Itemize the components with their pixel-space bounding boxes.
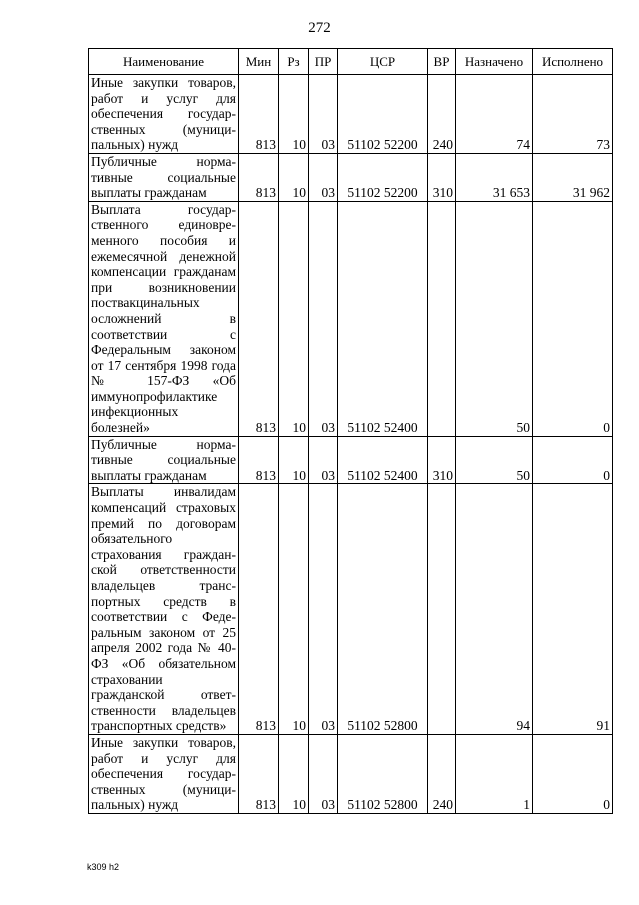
row-assigned-cell: 94 — [456, 484, 533, 735]
row-name-cell: Публичные нормативные социальные выплаты гражданам — [89, 153, 239, 201]
row-pr-cell: 03 — [309, 153, 338, 201]
row-rz-cell: 10 — [279, 734, 309, 813]
row-executed-cell: 0 — [533, 436, 613, 484]
table-row — [89, 153, 613, 201]
row-csr-cell: 51102 52400 — [338, 436, 428, 484]
row-pr-cell: 03 — [309, 734, 338, 813]
row-vr-cell — [428, 201, 456, 436]
column-header-vr: ВР — [428, 49, 456, 75]
row-pr-cell: 03 — [309, 484, 338, 735]
row-assigned-cell: 50 — [456, 201, 533, 436]
row-rz-cell: 10 — [279, 153, 309, 201]
row-rz-cell: 10 — [279, 436, 309, 484]
row-min-cell: 813 — [239, 201, 279, 436]
table-row — [89, 436, 613, 484]
column-header-assigned: Назначено — [456, 49, 533, 75]
row-csr-cell: 51102 52200 — [338, 75, 428, 154]
row-csr-cell: 51102 52400 — [338, 201, 428, 436]
table-row — [89, 734, 613, 813]
row-name-cell: Выплаты инвалидам компенсаций страховых премий по договорам обязательного страхования гражданской ответственности владельцев транспортных средств в соответствии с Федеральным законом от 25 апреля 2002 года № 40-ФЗ «Об обязательном страховании гражданской ответственности владельцев транспортных средств» — [89, 484, 239, 735]
row-pr-cell: 03 — [309, 75, 338, 154]
row-executed-cell: 0 — [533, 734, 613, 813]
row-min-cell: 813 — [239, 734, 279, 813]
row-rz-cell: 10 — [279, 75, 309, 154]
row-name-cell: Иные закупки товаров, работ и услуг для обеспечения государственных (муниципальных) нужд — [89, 734, 239, 813]
column-header-pr: ПР — [309, 49, 338, 75]
column-header-csr: ЦСР — [338, 49, 428, 75]
column-header-rz: Рз — [279, 49, 309, 75]
row-pr-cell: 03 — [309, 201, 338, 436]
row-executed-cell: 91 — [533, 484, 613, 735]
row-vr-cell: 240 — [428, 734, 456, 813]
row-assigned-cell: 1 — [456, 734, 533, 813]
row-min-cell: 813 — [239, 484, 279, 735]
row-csr-cell: 51102 52800 — [338, 734, 428, 813]
column-header-name: Наименование — [89, 49, 239, 75]
row-min-cell: 813 — [239, 75, 279, 154]
column-header-min: Мин — [239, 49, 279, 75]
row-rz-cell: 10 — [279, 201, 309, 436]
row-vr-cell: 310 — [428, 436, 456, 484]
table-row — [89, 484, 613, 735]
row-vr-cell: 240 — [428, 75, 456, 154]
row-name-cell: Иные закупки товаров, работ и услуг для обеспечения государственных (муниципальных) нужд — [89, 75, 239, 154]
budget-table — [88, 48, 613, 814]
table-header-row — [89, 49, 613, 75]
row-vr-cell — [428, 484, 456, 735]
table-row — [89, 75, 613, 154]
column-header-executed: Исполнено — [533, 49, 613, 75]
row-rz-cell: 10 — [279, 484, 309, 735]
row-min-cell: 813 — [239, 153, 279, 201]
row-name-cell: Публичные нормативные социальные выплаты гражданам — [89, 436, 239, 484]
row-executed-cell: 31 962 — [533, 153, 613, 201]
row-assigned-cell: 50 — [456, 436, 533, 484]
row-name-cell: Выплата государственного единовременного пособия и ежемесячной денежной компенсации гражданам при возникновении поствакцинальных осложнений в соответствии с Федеральным законом от 17 сентября 1998 года № 157-ФЗ «Об иммунопрофилактике инфекционных болезней» — [89, 201, 239, 436]
row-executed-cell: 0 — [533, 201, 613, 436]
row-min-cell: 813 — [239, 436, 279, 484]
row-csr-cell: 51102 52800 — [338, 484, 428, 735]
row-csr-cell: 51102 52200 — [338, 153, 428, 201]
footer-code: k309 h2 — [87, 862, 120, 872]
page-number: 272 — [308, 20, 331, 36]
row-vr-cell: 310 — [428, 153, 456, 201]
row-assigned-cell: 31 653 — [456, 153, 533, 201]
table-row — [89, 201, 613, 436]
row-executed-cell: 73 — [533, 75, 613, 154]
row-assigned-cell: 74 — [456, 75, 533, 154]
row-pr-cell: 03 — [309, 436, 338, 484]
